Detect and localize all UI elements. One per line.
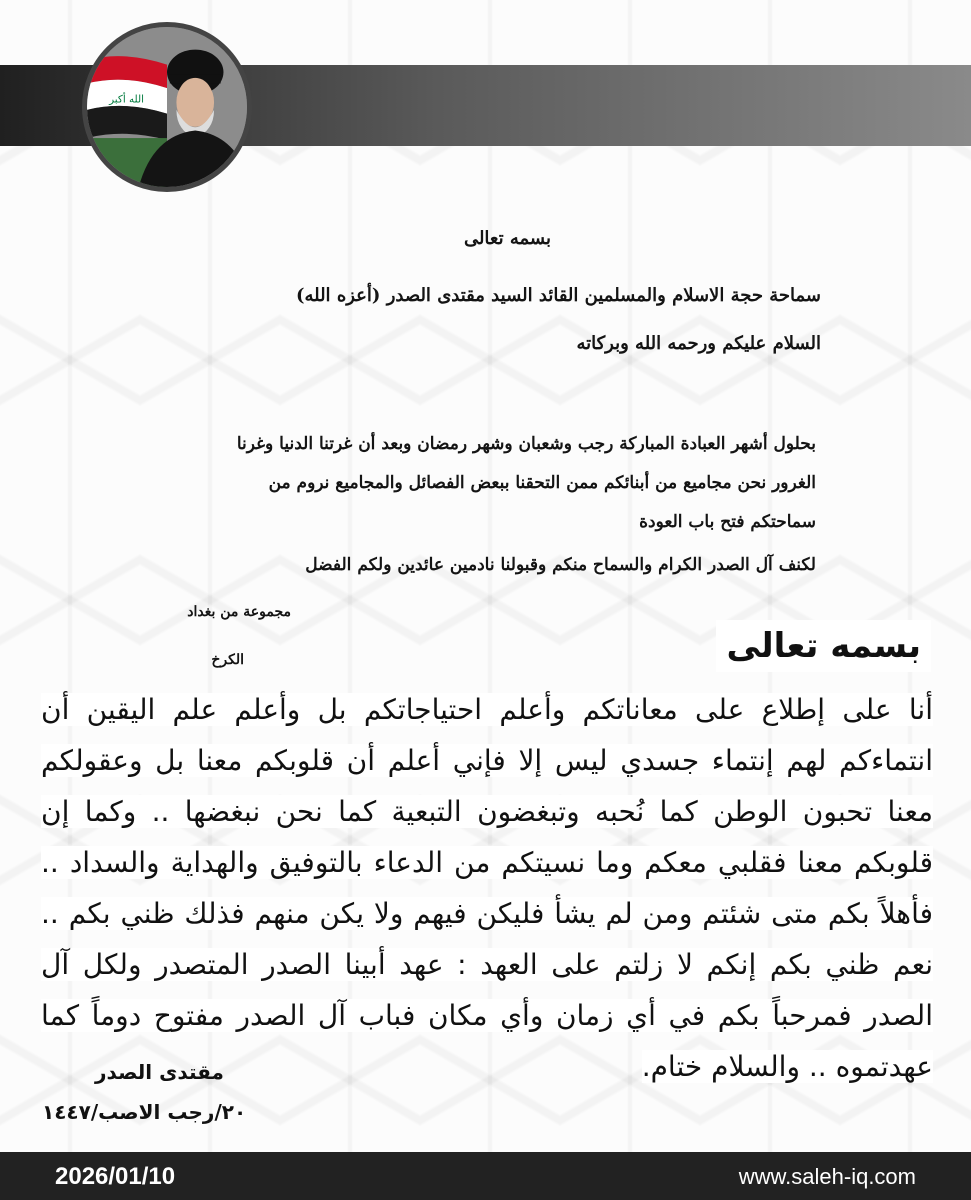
letter-greeting: السلام عليكم ورحمه الله وبركاته (576, 333, 821, 354)
letter-addressee: سماحة حجة الاسلام والمسلمين القائد السيد مقتدى الصدر (أعزه الله) (295, 285, 821, 306)
footer-website-link[interactable]: www.saleh-iq.com (738, 1164, 916, 1189)
reply-body (41, 684, 933, 1092)
reply-title: بسمه تعالى (716, 620, 931, 672)
letter-header: بسمه تعالى (463, 228, 551, 249)
reply-signature-date: ٢٠/رجب الاصب/١٤٤٧ (42, 1100, 247, 1124)
footer-date: 2026/01/10 (55, 1163, 176, 1190)
letter-paragraph-2: لكنف آل الصدر الكرام والسماح منكم وقبولنا نادمين عائدين ولكم الفضل (305, 555, 816, 575)
portrait-image (87, 27, 247, 187)
letter-paragraph-1: بحلول أشهر العبادة المباركة رجب وشعبان وشهر رمضان وبعد أن غرتنا الدنيا وغرنا الغرور نحن مجاميع من أبنائكم ممن التحقنا ببعض الفصائل والمجاميع نروم من سماحتكم فتح باب العودة (236, 434, 816, 532)
reply-signature-name: مقتدى الصدر (95, 1060, 224, 1084)
iraqi-flag-icon (87, 56, 167, 140)
letter-body (216, 425, 816, 589)
letter-signature-group: مجموعة من بغداد (187, 604, 291, 620)
letter-signature-area: الكرخ (211, 652, 244, 668)
reply-body-text: أنا على إطلاع على معاناتكم وأعلم احتياجاتكم بل وأعلم علم اليقين أن انتماءكم لهم إنتماء جسدي ليس إلا فإني أعلم أن قلوبكم معنا بل وعقولكم معنا تحبون الوطن كما نُحبه وتبغضون التبعية كما نحن نبغضها .. وكما إن قلوبكم معنا فقلبي معكم وما نسيتكم من الدعاء بالتوفيق والهداية والسداد .. فأهلاً بكم متى شئتم ومن لم يشأ فليكن فيهم ولا يكن منهم فذلك ظني بكم .. نعم ظني بكم إنكم لا زلتم على العهد : عهد أبينا الصدر المتصدر ولكل آل الصدر فمرحباً بكم في أي زمان وأي مكان فباب آل الصدر مفتوح دوماً كما عهدتموه .. والسلام ختام. (41, 693, 933, 1083)
svg-text:الله أكبر: الله أكبر (109, 93, 144, 106)
footer-bar (0, 1152, 971, 1200)
portrait-avatar (82, 22, 252, 192)
